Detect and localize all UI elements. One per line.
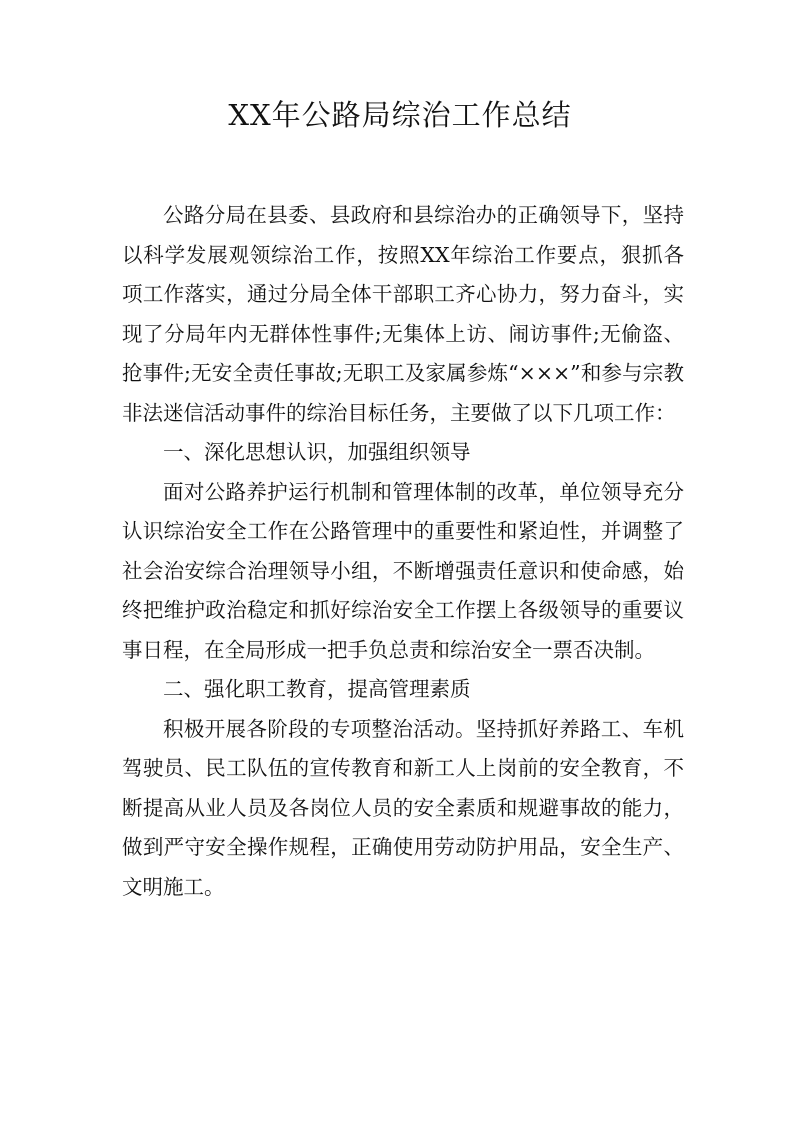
section-heading-1: 一、深化思想认识，加强组织领导 — [163, 440, 471, 464]
paragraph-section-1: 面对公路养护运行机制和管理体制的改革，单位领导充分认识综治安全工作在公路管理中的重要性和紧迫性，并调整了社会治安综合治理领导小组，不断增强责任意识和使命感，始终把维护政治稳定和抓好综治安全工作摆上各级领导的重要议事日程，在全局形成一把手负总责和综治安全一票否决制。 — [122, 479, 684, 662]
document-body — [122, 196, 684, 907]
document-title: XX年公路局综治工作总结 — [228, 98, 572, 132]
paragraph-intro: 公路分局在县委、县政府和县综治办的正确领导下，坚持以科学发展观领综治工作，按照XX年综治工作要点，狠抓各项工作落实，通过分局全体干部职工齐心协力，努力奋斗，实现了分局年内无群体性事件;无集体上访、闹访事件;无偷盗、抢事件;无安全责任事故;无职工及家属参炼“×××”和参与宗教非法迷信活动事件的综治目标任务，主要做了以下几项工作： — [122, 203, 684, 425]
section-heading-2: 二、强化职工教育，提高管理素质 — [163, 677, 471, 701]
paragraph-section-2: 积极开展各阶段的专项整治活动。坚持抓好养路工、车机驾驶员、民工队伍的宣传教育和新工人上岗前的安全教育，不断提高从业人员及各岗位人员的安全素质和规避事故的能力，做到严守安全操作规程，正确使用劳动防护用品，安全生产、文明施工。 — [122, 716, 684, 899]
